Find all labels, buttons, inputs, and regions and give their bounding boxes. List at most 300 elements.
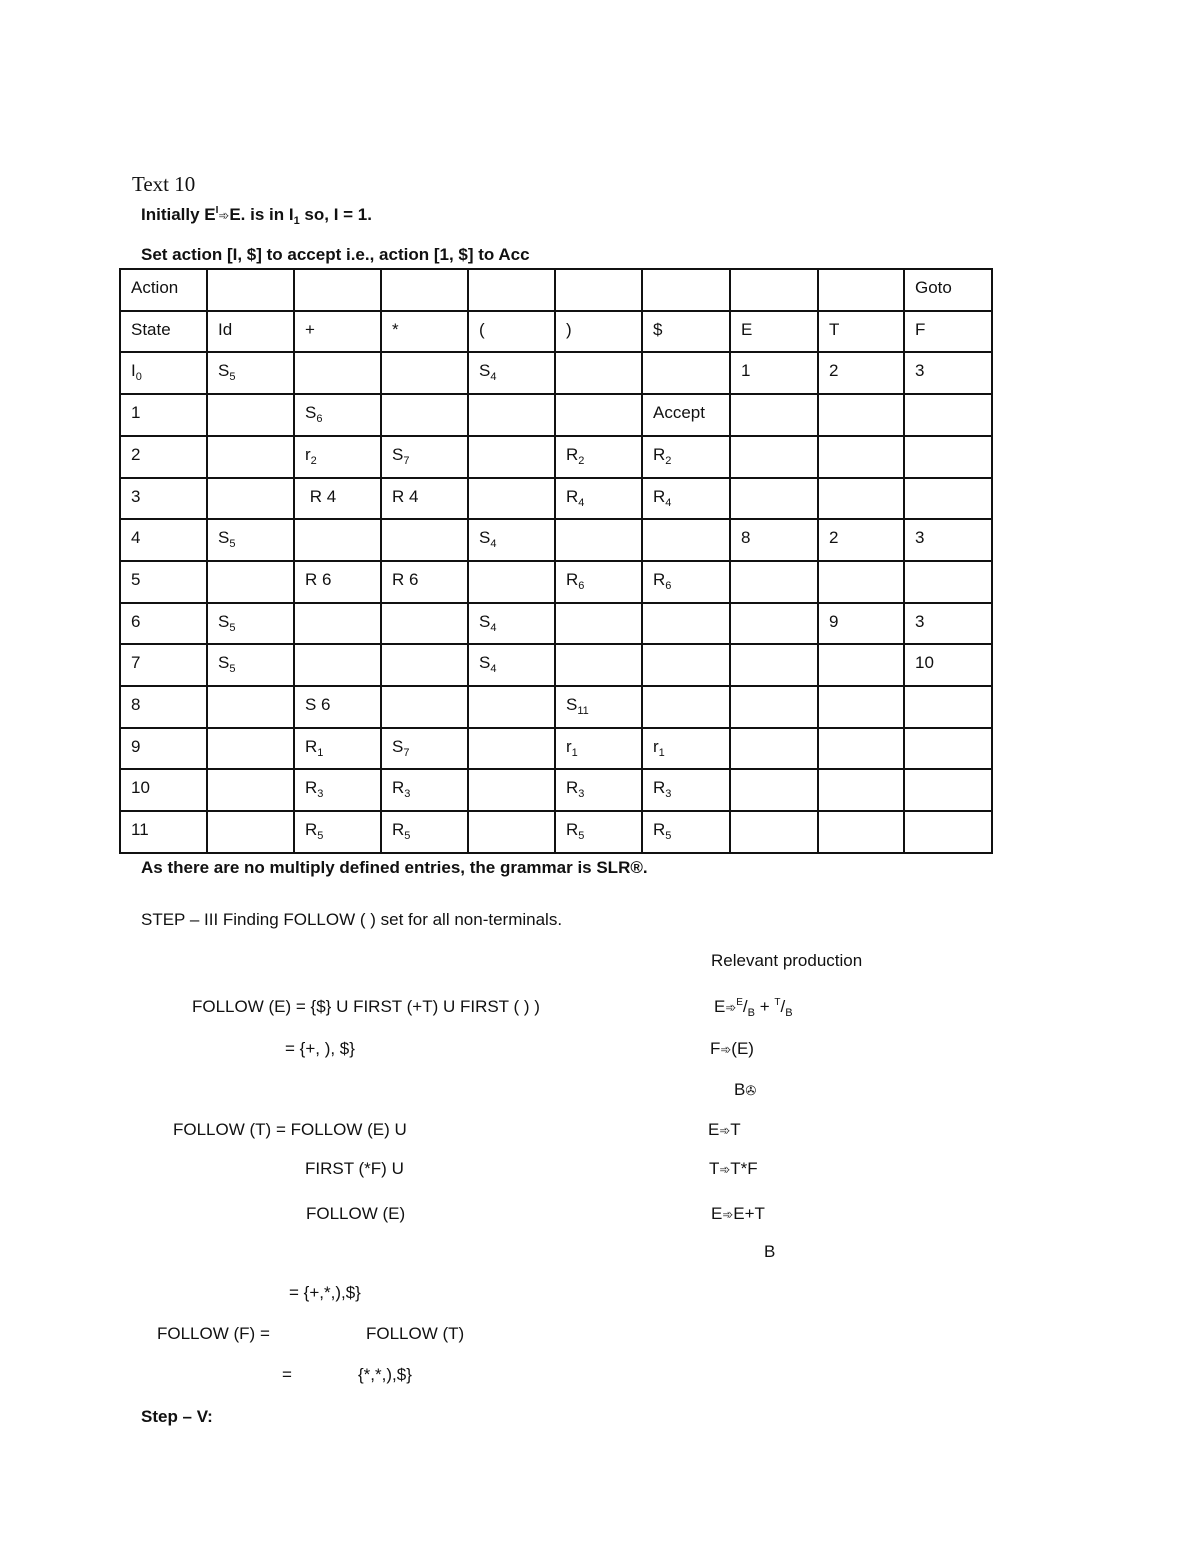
table-cell	[294, 769, 381, 811]
table-cell	[904, 519, 992, 561]
cell-subscript: 7	[403, 746, 410, 759]
page-title: Text 10	[132, 172, 196, 196]
table-cell	[730, 644, 818, 686]
table-header-row	[120, 269, 992, 311]
cell-text: $	[653, 319, 663, 339]
cell-text: R	[566, 444, 579, 464]
table-cell	[120, 686, 207, 728]
table-cell	[468, 644, 555, 686]
production-4-rhs: T	[730, 1120, 741, 1139]
table-cell	[904, 269, 992, 311]
table-cell	[818, 311, 904, 353]
production-5-lhs: T	[709, 1159, 720, 1178]
follow-e-line: FOLLOW (E) = {$} U FIRST (+T) U FIRST ( ) )	[192, 997, 540, 1016]
table-cell	[468, 352, 555, 394]
table-row	[120, 561, 992, 603]
table-cell	[555, 436, 642, 478]
production-2-rhs: (E)	[731, 1039, 754, 1058]
table-cell	[207, 394, 294, 436]
table-cell	[730, 311, 818, 353]
cell-text: R	[392, 778, 405, 798]
cell-subscript: 3	[404, 788, 411, 801]
production-6-lhs: E	[711, 1204, 723, 1223]
follow-t-line: FOLLOW (T) = FOLLOW (E) U	[173, 1120, 407, 1139]
follow-f-follow: FOLLOW (T)	[366, 1324, 465, 1343]
cell-text: (	[479, 319, 485, 339]
table-cell	[468, 269, 555, 311]
table-cell	[207, 561, 294, 603]
table-cell	[207, 478, 294, 520]
cell-text: 2	[829, 528, 839, 548]
cell-text: 2	[829, 361, 839, 381]
production-3-lhs: B	[734, 1080, 746, 1099]
table-cell	[555, 811, 642, 853]
cell-text: R 6	[305, 569, 332, 589]
follow-t-first: FIRST (*F) U	[305, 1159, 404, 1178]
table-cell	[381, 811, 468, 853]
table-cell	[468, 686, 555, 728]
cell-subscript: 6	[578, 579, 585, 592]
cell-text: S	[218, 528, 230, 548]
cell-text: R	[305, 778, 318, 798]
table-cell	[555, 686, 642, 728]
slr-parsing-table	[119, 268, 993, 854]
table-cell	[555, 603, 642, 645]
cell-text: 10	[915, 653, 934, 673]
table-cell	[904, 728, 992, 770]
table-cell	[818, 478, 904, 520]
table-cell	[642, 728, 730, 770]
cell-subscript: 5	[229, 663, 236, 676]
production-6-rhs: E+T	[733, 1204, 765, 1223]
table-cell	[818, 769, 904, 811]
cell-text: R	[653, 569, 666, 589]
table-cell	[468, 811, 555, 853]
cell-text: R	[305, 736, 318, 756]
cell-text: r	[305, 444, 311, 464]
table-cell	[294, 352, 381, 394]
cell-subscript: 5	[665, 830, 672, 843]
table-cell	[904, 644, 992, 686]
table-cell	[730, 811, 818, 853]
cell-text: F	[915, 319, 926, 339]
cell-text: r	[653, 736, 659, 756]
table-cell	[468, 728, 555, 770]
cell-text: 9	[131, 736, 141, 756]
table-cell	[730, 561, 818, 603]
arrow-icon: ➾	[720, 1042, 732, 1057]
table-cell	[120, 311, 207, 353]
table-cell	[207, 311, 294, 353]
cell-text: S	[479, 528, 491, 548]
cell-text: 3	[915, 611, 925, 631]
table-cell	[207, 728, 294, 770]
table-cell	[120, 478, 207, 520]
follow-t-follow: FOLLOW (E)	[306, 1204, 406, 1223]
cell-text: 1	[131, 403, 141, 423]
cell-text: S	[218, 361, 230, 381]
cell-text: R	[566, 486, 579, 506]
cell-text: Goto	[915, 278, 952, 297]
cell-text: R 6	[392, 569, 419, 589]
cell-text: R	[566, 778, 579, 798]
table-cell	[730, 478, 818, 520]
cell-subscript: 6	[665, 579, 672, 592]
cell-text: R 4	[305, 486, 337, 506]
table-row	[120, 811, 992, 853]
cell-subscript: 4	[665, 496, 672, 509]
initial-text-b: E. is in I	[229, 205, 294, 224]
table-cell	[381, 519, 468, 561]
cell-subscript: 3	[578, 788, 585, 801]
set-action-line: Set action [I, $] to accept i.e., action [1, $] to Acc	[141, 245, 530, 264]
cell-subscript: 5	[578, 830, 585, 843]
table-cell	[818, 519, 904, 561]
cell-subscript: 1	[571, 746, 578, 759]
table-cell	[294, 478, 381, 520]
table-cell	[381, 769, 468, 811]
table-cell	[468, 769, 555, 811]
table-cell	[294, 728, 381, 770]
cell-text: 2	[131, 444, 141, 464]
cell-text: r	[566, 736, 572, 756]
follow-e-result: = {+, ), $}	[285, 1039, 355, 1058]
table-row	[120, 519, 992, 561]
cell-text: )	[566, 319, 572, 339]
table-cell	[904, 436, 992, 478]
initial-text-a: Initially E	[141, 205, 216, 224]
table-cell	[555, 394, 642, 436]
production-5-rhs: T*F	[730, 1159, 758, 1178]
table-cell	[642, 686, 730, 728]
table-cell	[555, 728, 642, 770]
cell-text: 8	[741, 528, 751, 548]
cell-text: R 4	[392, 486, 419, 506]
table-cell	[120, 728, 207, 770]
table-cell	[555, 519, 642, 561]
cell-text: Accept	[653, 403, 705, 423]
table-cell	[120, 811, 207, 853]
table-cell	[468, 311, 555, 353]
table-cell	[730, 394, 818, 436]
table-cell	[294, 811, 381, 853]
production-1-plus: +	[755, 997, 775, 1016]
initial-sup: I	[215, 205, 219, 216]
table-cell	[818, 436, 904, 478]
production-7: B	[764, 1242, 776, 1261]
table-cell	[818, 394, 904, 436]
production-6	[711, 1204, 765, 1224]
cell-text: S 6	[305, 695, 331, 715]
table-cell	[207, 269, 294, 311]
table-cell	[120, 644, 207, 686]
relevant-production-heading: Relevant production	[711, 951, 863, 970]
step-3-heading: STEP – III Finding FOLLOW ( ) set for all non-terminals.	[141, 910, 563, 929]
production-4	[708, 1120, 741, 1140]
table-row	[120, 603, 992, 645]
table-cell	[730, 686, 818, 728]
table-cell	[294, 269, 381, 311]
table-cell	[468, 394, 555, 436]
table-cell	[730, 269, 818, 311]
table-cell	[818, 561, 904, 603]
table-cell	[904, 311, 992, 353]
production-2	[710, 1039, 754, 1059]
cell-subscript: 4	[578, 496, 585, 509]
table-cell	[294, 311, 381, 353]
table-cell	[555, 644, 642, 686]
table-cell	[730, 769, 818, 811]
table-cell	[904, 603, 992, 645]
cell-text: 3	[131, 486, 141, 506]
conclusion-text: As there are no multiply defined entries, the grammar is SLR®.	[141, 858, 648, 877]
cell-text: T	[829, 319, 840, 339]
table-cell	[904, 394, 992, 436]
table-cell	[381, 269, 468, 311]
cell-text: R	[653, 486, 666, 506]
arrow-icon: ➾	[722, 1207, 734, 1222]
production-1-slash: /	[742, 997, 748, 1016]
table-cell	[904, 561, 992, 603]
table-cell	[555, 769, 642, 811]
cell-subscript: 4	[490, 621, 497, 634]
cell-text: R	[653, 444, 666, 464]
cell-subscript: 2	[578, 454, 585, 467]
cell-text: R	[653, 778, 666, 798]
table-cell	[904, 769, 992, 811]
production-1-sup-t: T	[774, 997, 781, 1008]
table-cell	[555, 269, 642, 311]
table-cell	[207, 519, 294, 561]
cell-subscript: 1	[658, 746, 665, 759]
cell-subscript: 2	[665, 454, 672, 467]
cell-text: 8	[131, 695, 141, 715]
cell-text: 1	[741, 361, 751, 381]
table-cell	[207, 603, 294, 645]
production-5	[709, 1159, 758, 1179]
cell-text: S	[479, 611, 491, 631]
cell-text: 6	[131, 611, 141, 631]
table-cell	[120, 394, 207, 436]
table-cell	[730, 603, 818, 645]
arrow-icon: ➾	[719, 1162, 731, 1177]
table-cell	[818, 644, 904, 686]
cell-subscript: 6	[316, 413, 323, 426]
table-cell	[294, 603, 381, 645]
cell-subscript: 3	[665, 788, 672, 801]
table-row	[120, 644, 992, 686]
cell-text: S	[479, 361, 491, 381]
production-1-sub-b: B	[747, 1007, 755, 1019]
table-cell	[468, 519, 555, 561]
cell-text: R	[653, 820, 666, 840]
table-cell	[555, 561, 642, 603]
table-cell	[468, 603, 555, 645]
cell-text: S	[392, 444, 404, 464]
table-row	[120, 436, 992, 478]
table-cell	[381, 561, 468, 603]
table-cell	[207, 811, 294, 853]
cell-text: S	[218, 611, 230, 631]
arrow-icon: ➾	[719, 1123, 731, 1138]
table-column-row	[120, 311, 992, 353]
production-4-lhs: E	[708, 1120, 720, 1139]
cell-text: 9	[829, 611, 839, 631]
table-cell	[294, 686, 381, 728]
step-5-heading: Step – V:	[141, 1407, 213, 1426]
table-cell	[120, 519, 207, 561]
cell-text: R	[566, 820, 579, 840]
production-1	[714, 997, 793, 1019]
table-row	[120, 686, 992, 728]
cell-text: 11	[131, 820, 149, 840]
table-cell	[468, 478, 555, 520]
table-cell	[730, 728, 818, 770]
production-2-lhs: F	[710, 1039, 721, 1058]
follow-t-result: = {+,*,),$}	[289, 1283, 361, 1302]
cell-subscript: 4	[490, 538, 497, 551]
cell-subscript: 5	[229, 371, 236, 384]
table-cell	[468, 436, 555, 478]
table-cell	[642, 561, 730, 603]
table-cell	[294, 644, 381, 686]
cell-subscript: 2	[310, 454, 317, 467]
epsilon-glyph-icon: ✇	[745, 1083, 757, 1098]
initial-text-c: so, I = 1.	[299, 205, 372, 224]
cell-subscript: 3	[317, 788, 324, 801]
table-cell	[207, 436, 294, 478]
table-cell	[207, 769, 294, 811]
table-cell	[642, 811, 730, 853]
cell-text: S	[392, 736, 404, 756]
table-cell	[730, 519, 818, 561]
cell-text: S	[566, 695, 578, 715]
cell-text: Id	[218, 319, 233, 339]
cell-subscript: 4	[490, 663, 497, 676]
cell-text: R	[305, 820, 318, 840]
table-cell	[207, 686, 294, 728]
initial-sub: 1	[293, 215, 300, 227]
table-cell	[642, 269, 730, 311]
table-cell	[381, 478, 468, 520]
arrow-icon: ➾	[725, 1000, 737, 1015]
table-cell	[555, 311, 642, 353]
table-cell	[294, 394, 381, 436]
table-cell	[294, 436, 381, 478]
table-cell	[818, 811, 904, 853]
production-1-sub-b-2: B	[785, 1007, 793, 1019]
table-cell	[642, 478, 730, 520]
table-cell	[120, 436, 207, 478]
table-row	[120, 394, 992, 436]
table-cell	[730, 352, 818, 394]
cell-text: I	[131, 361, 136, 381]
table-cell	[904, 478, 992, 520]
table-cell	[642, 394, 730, 436]
production-1-sup-e: E	[736, 997, 743, 1008]
table-cell	[818, 728, 904, 770]
cell-subscript: 11	[577, 705, 589, 718]
cell-text: S	[479, 653, 491, 673]
cell-subscript: 5	[404, 830, 411, 843]
cell-subscript: 7	[403, 454, 410, 467]
table-cell	[381, 603, 468, 645]
table-cell	[468, 561, 555, 603]
table-cell	[555, 352, 642, 394]
table-row	[120, 352, 992, 394]
table-cell	[381, 436, 468, 478]
follow-f-line: FOLLOW (F) =	[157, 1324, 270, 1343]
table-cell	[207, 352, 294, 394]
table-cell	[120, 269, 207, 311]
table-cell	[120, 352, 207, 394]
cell-text: R	[566, 569, 579, 589]
cell-text: State	[131, 319, 171, 339]
cell-text: 5	[131, 569, 141, 589]
table-cell	[642, 603, 730, 645]
table-row	[120, 769, 992, 811]
table-cell	[818, 352, 904, 394]
arrow-icon: ➾	[218, 208, 230, 223]
cell-text: 3	[915, 528, 925, 548]
table-cell	[642, 436, 730, 478]
follow-f-result: {*,*,),$}	[358, 1365, 412, 1384]
table-cell	[381, 686, 468, 728]
table-cell	[381, 394, 468, 436]
table-cell	[904, 686, 992, 728]
table-cell	[120, 769, 207, 811]
table-cell	[642, 769, 730, 811]
initial-item-line	[141, 205, 372, 227]
cell-subscript: 0	[135, 371, 142, 384]
table-cell	[818, 603, 904, 645]
table-cell	[381, 311, 468, 353]
cell-text: S	[218, 653, 230, 673]
cell-text: R	[392, 820, 405, 840]
cell-subscript: 5	[317, 830, 324, 843]
table-cell	[120, 603, 207, 645]
cell-text: 10	[131, 778, 150, 798]
table-cell	[555, 478, 642, 520]
table-cell	[730, 436, 818, 478]
table-cell	[818, 686, 904, 728]
production-1-lhs: E	[714, 997, 726, 1016]
table-cell	[381, 352, 468, 394]
cell-subscript: 1	[317, 746, 324, 759]
table-cell	[642, 352, 730, 394]
follow-f-eq: =	[282, 1365, 292, 1384]
table-cell	[904, 352, 992, 394]
table-cell	[642, 519, 730, 561]
cell-text: 4	[131, 528, 141, 548]
table-cell	[381, 728, 468, 770]
table-cell	[294, 561, 381, 603]
cell-text: *	[392, 319, 399, 339]
production-3	[734, 1080, 756, 1100]
cell-subscript: 5	[229, 621, 236, 634]
cell-text: E	[741, 319, 753, 339]
table-cell	[818, 269, 904, 311]
cell-text: Action	[131, 278, 179, 297]
cell-subscript: 4	[490, 371, 497, 384]
table-cell	[294, 519, 381, 561]
table-cell	[381, 644, 468, 686]
table-cell	[642, 311, 730, 353]
table-row	[120, 478, 992, 520]
production-1-slash-2: /	[780, 997, 786, 1016]
cell-text: +	[305, 319, 315, 339]
cell-subscript: 5	[229, 538, 236, 551]
